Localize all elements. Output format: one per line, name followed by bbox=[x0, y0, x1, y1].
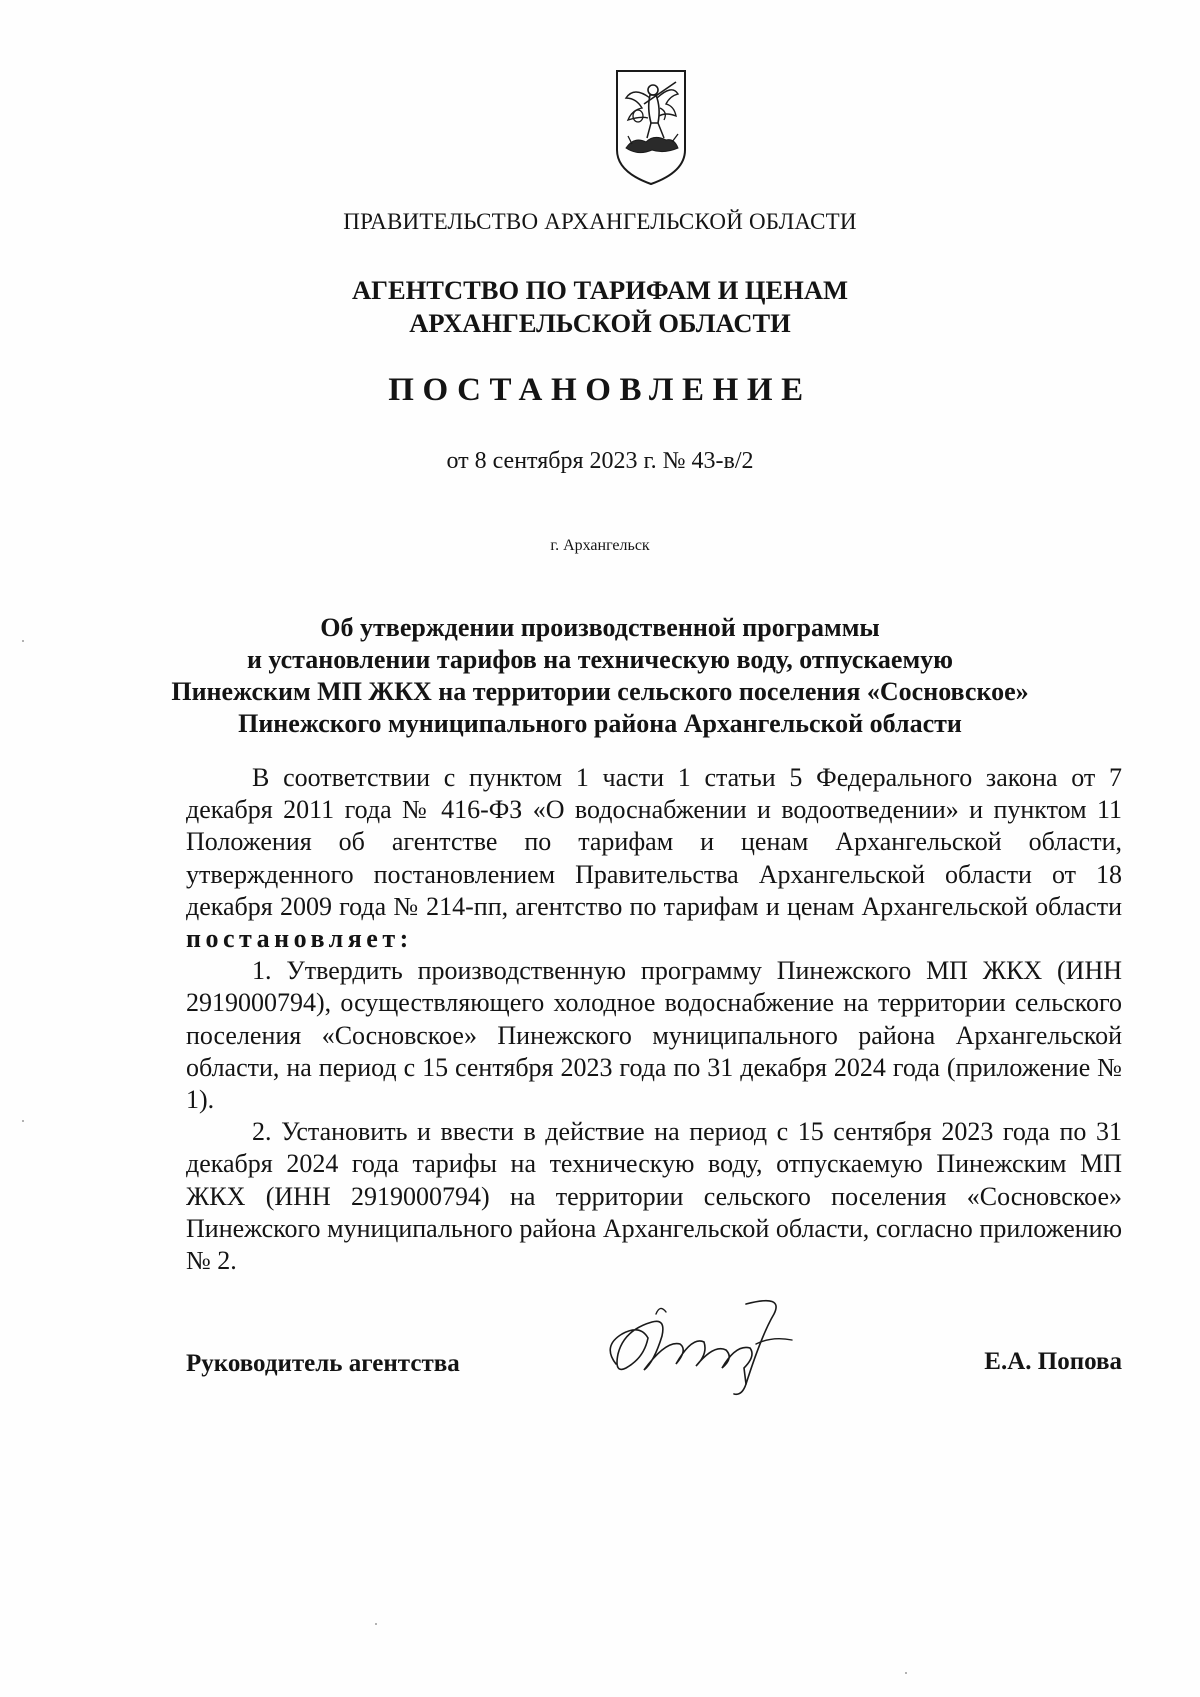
subject-line2: и установлении тарифов на техническую воду, отпускаемую bbox=[246, 645, 954, 674]
handwritten-signature bbox=[596, 1284, 806, 1404]
signatory-title: Руководитель агентства bbox=[186, 1350, 460, 1377]
item-1-paragraph: 1. Утвердить производственную программу Пинежского МП ЖКХ (ИНН 2919000794), осуществляющего холодное водоснабжение на территории сельского поселения «Сосновское» Пинежского муниципального района Архангельской области, на период с 15 сентября 2023 года по 31 декабря 2024 года (приложение № 1). bbox=[186, 956, 1122, 1115]
government-name: ПРАВИТЕЛЬСТВО АРХАНГЕЛЬСКОЙ ОБЛАСТИ bbox=[343, 209, 857, 234]
subject-line1: Об утверждении производственной программы bbox=[320, 613, 880, 642]
preamble-paragraph bbox=[186, 762, 1122, 955]
signatory-name: Е.А. Попова bbox=[984, 1348, 1122, 1375]
document-city: г. Архангельск bbox=[550, 537, 650, 554]
document-type-heading: ПОСТАНОВЛЕНИЕ bbox=[388, 372, 812, 408]
resolves-word: постановляет: bbox=[186, 924, 413, 954]
document-body bbox=[186, 762, 1122, 1277]
scan-speck bbox=[22, 640, 24, 642]
agency-name-line2: АРХАНГЕЛЬСКОЙ ОБЛАСТИ bbox=[409, 308, 791, 338]
preamble-text: В соответствии с пунктом 1 части 1 статьи 5 Федерального закона от 7 декабря 2011 года № 416-ФЗ «О водоснабжении и водоотведении» и пунктом 11 Положения об агентстве по тарифам и ценам Архангельской области, утвержденного постановлением Правительства Архангельской области от 18 декабря 2009 года № 214-пп, агентство по тарифам и ценам Архангельской области bbox=[186, 763, 1122, 921]
agency-name-line1: АГЕНТСТВО ПО ТАРИФАМ И ЦЕНАМ bbox=[352, 275, 848, 305]
coat-of-arms-icon bbox=[614, 68, 688, 188]
scan-speck bbox=[375, 1623, 377, 1625]
item-2-paragraph: 2. Установить и ввести в действие на период с 15 сентября 2023 года по 31 декабря 2024 года тарифы на техническую воду, отпускаемую Пинежским МП ЖКХ (ИНН 2919000794) на территории сельского поселения «Сосновское» Пинежского муниципального района Архангельской области, согласно приложению № 2. bbox=[186, 1117, 1122, 1276]
subject-line4: Пинежского муниципального района Архангельской области bbox=[238, 709, 962, 738]
scan-speck bbox=[22, 1120, 24, 1122]
document-date-number: от 8 сентября 2023 г. № 43-в/2 bbox=[446, 448, 754, 474]
signature-block bbox=[186, 1284, 1122, 1404]
scan-speck bbox=[905, 1672, 907, 1674]
subject-line3: Пинежским МП ЖКХ на территории сельского поселения «Сосновское» bbox=[171, 677, 1029, 706]
agency-name bbox=[0, 274, 1200, 340]
document-subject bbox=[0, 612, 1200, 740]
